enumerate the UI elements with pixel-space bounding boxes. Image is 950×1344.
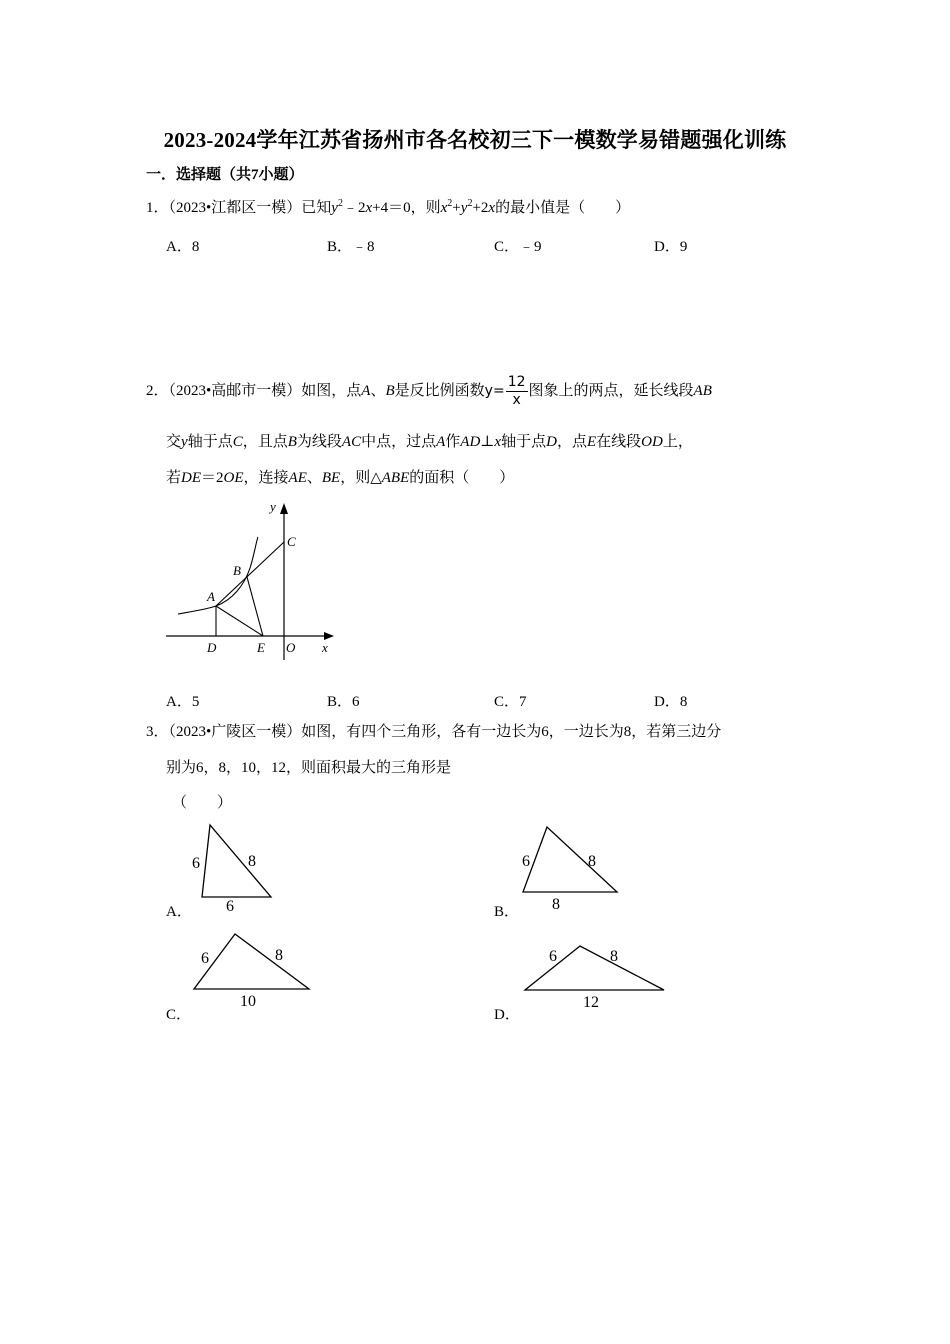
question-source: （2023•高邮市一模） [168, 382, 302, 399]
section-heading: 一．选择题（共7小题） [146, 167, 304, 183]
label-D: D [207, 640, 217, 655]
math-variable: AE [288, 470, 307, 486]
q1-text: +2 [472, 200, 489, 216]
question-source: （2023•江都区一模） [168, 200, 302, 216]
option-value: 8 [191, 239, 200, 255]
label-B: B [233, 563, 241, 578]
side-label: 12 [583, 994, 599, 1011]
q1-option-c[interactable] [494, 235, 542, 256]
side-label: 8 [610, 948, 618, 965]
triangle-option-d[interactable] [490, 930, 670, 1025]
q1-text: +4＝0，则 [372, 200, 441, 216]
label-C: C [287, 534, 296, 549]
triangle-shape [194, 934, 309, 989]
q2-option-b[interactable] [327, 690, 360, 711]
q1-option-d[interactable] [654, 235, 687, 256]
side-label: 6 [201, 950, 209, 967]
text-run: 轴于点 [187, 434, 233, 450]
math-variable: BE [321, 470, 341, 486]
q2-option-a[interactable] [166, 690, 199, 711]
text-run: ＝2 [201, 470, 224, 486]
triangle-option-b[interactable] [490, 815, 640, 925]
fraction-denominator: x [512, 392, 521, 408]
text-run: ，且点 [242, 434, 288, 450]
option-label: A． [166, 904, 192, 920]
text-run: ，点 [556, 434, 587, 450]
y-axis-arrow-icon [280, 503, 288, 514]
triangle-shape [525, 946, 664, 990]
side-label: 8 [248, 853, 256, 870]
label-O: O [286, 640, 296, 655]
q1-text: 的最小值是（ ） [495, 200, 631, 216]
option-label: D． [654, 239, 680, 255]
side-label: 6 [549, 948, 557, 965]
q2-text: 图象上的两点，延长线段 [528, 382, 694, 399]
option-label: B． [327, 694, 353, 710]
point-B: B [385, 382, 395, 399]
option-label: C． [494, 694, 520, 710]
q2-text: 如图，点 [301, 382, 362, 399]
side-label: 6 [522, 853, 530, 870]
question-3 [146, 725, 721, 740]
side-label: 10 [240, 993, 256, 1010]
text-run: 作 [445, 434, 461, 450]
option-value: 8 [679, 694, 688, 710]
text-run: 交 [166, 434, 182, 450]
math-variable: AD [460, 434, 481, 450]
var-y: y [331, 200, 338, 216]
option-label: D． [654, 694, 680, 710]
label-A: A [207, 589, 215, 604]
var-x: x [488, 200, 496, 216]
option-label: A． [166, 239, 192, 255]
math-variable: x [494, 434, 502, 450]
question-1 [146, 198, 631, 216]
option-label: B． [327, 239, 353, 255]
question-number: 1． [146, 200, 169, 216]
var-x: x [440, 200, 448, 216]
q2-option-c[interactable] [494, 690, 527, 711]
text-run: 在线段 [596, 434, 642, 450]
q2-text: 是反比例函数 [394, 382, 485, 399]
q1-text: 已知 [301, 200, 332, 216]
side-label: 6 [192, 855, 200, 872]
text-run: 若 [166, 470, 182, 486]
text-run: ，则△ [340, 470, 382, 486]
option-value: ﹣9 [519, 239, 542, 255]
label-E: E [257, 640, 265, 655]
option-value: 6 [352, 694, 360, 710]
math-variable: E [586, 434, 597, 450]
option-label: C． [494, 239, 520, 255]
line-AC [216, 542, 284, 606]
option-value: ﹣8 [352, 239, 375, 255]
q1-option-a[interactable] [166, 235, 199, 256]
text-run: ⊥ [480, 434, 495, 450]
question-source: （2023•广陵区一模） [168, 724, 302, 740]
q3-text: 如图，有四个三角形，各有一边长为6，一边长为8，若第三边分 [301, 724, 722, 740]
exponent: 2 [447, 198, 453, 209]
text-run: 、 [306, 470, 322, 486]
side-label: 6 [226, 898, 234, 915]
label-y: y [270, 499, 276, 514]
option-label: C． [166, 1007, 192, 1023]
math-variable: ABE [381, 470, 410, 486]
hyperbola-curve [178, 537, 258, 614]
text-run: ，连接 [243, 470, 289, 486]
math-variable: DE [181, 470, 202, 486]
math-variable: C [232, 434, 243, 450]
math-variable: OE [223, 470, 244, 486]
segment-AB: AB [693, 382, 712, 399]
point-A: A [361, 382, 371, 399]
option-label: D． [494, 1007, 520, 1023]
text-run: 中点，过点 [361, 434, 437, 450]
option-value: 9 [679, 239, 688, 255]
function-fraction [506, 374, 528, 409]
text-run: 为线段 [296, 434, 342, 450]
q2-option-d[interactable] [654, 690, 687, 711]
option-value: 7 [519, 694, 527, 710]
side-label: 8 [552, 896, 560, 913]
option-label: B． [494, 904, 520, 920]
triangle-shape [202, 825, 271, 897]
text-run: 轴于点 [501, 434, 547, 450]
question-2 [146, 374, 712, 409]
side-label: 8 [588, 853, 596, 870]
text-run: 上， [662, 434, 693, 450]
q1-option-b[interactable] [327, 235, 375, 256]
q2-line-2 [166, 435, 693, 450]
var-x: x [365, 200, 373, 216]
q3-line-3: （ ） [172, 795, 233, 811]
question-number: 3． [146, 724, 169, 740]
q3-line-2: 别为6，8，10，12，则面积最大的三角形是 [166, 760, 452, 776]
exponent: 2 [467, 198, 473, 209]
math-variable: y [181, 434, 188, 450]
q1-text: ﹣2 [342, 200, 366, 216]
q2-text: 、 [370, 382, 386, 399]
function-lhs: y= [484, 382, 505, 399]
math-variable: AC [341, 434, 362, 450]
x-axis-arrow-icon [324, 632, 334, 640]
math-variable: D [546, 434, 557, 450]
triangle-option-c[interactable] [160, 925, 320, 1025]
text-run: 的面积（ ） [409, 470, 515, 486]
q2-line-3 [166, 471, 514, 486]
document-title: 2023-2024学年江苏省扬州市各名校初三下一模数学易错题强化训练 [163, 128, 787, 152]
fraction-numerator: 12 [507, 374, 526, 390]
triangle-shape [523, 827, 617, 892]
side-label: 8 [275, 947, 283, 964]
q2-coordinate-figure [160, 495, 340, 660]
option-value: 5 [191, 694, 200, 710]
triangle-option-a[interactable] [160, 815, 300, 925]
math-variable: A [436, 434, 446, 450]
math-variable: OD [641, 434, 663, 450]
var-y: y [460, 200, 468, 216]
option-label: A． [166, 694, 192, 710]
label-x: x [322, 640, 328, 655]
q1-text: + [452, 200, 461, 216]
question-number: 2． [146, 382, 169, 399]
math-variable: B [287, 434, 297, 450]
exponent: 2 [337, 198, 343, 209]
